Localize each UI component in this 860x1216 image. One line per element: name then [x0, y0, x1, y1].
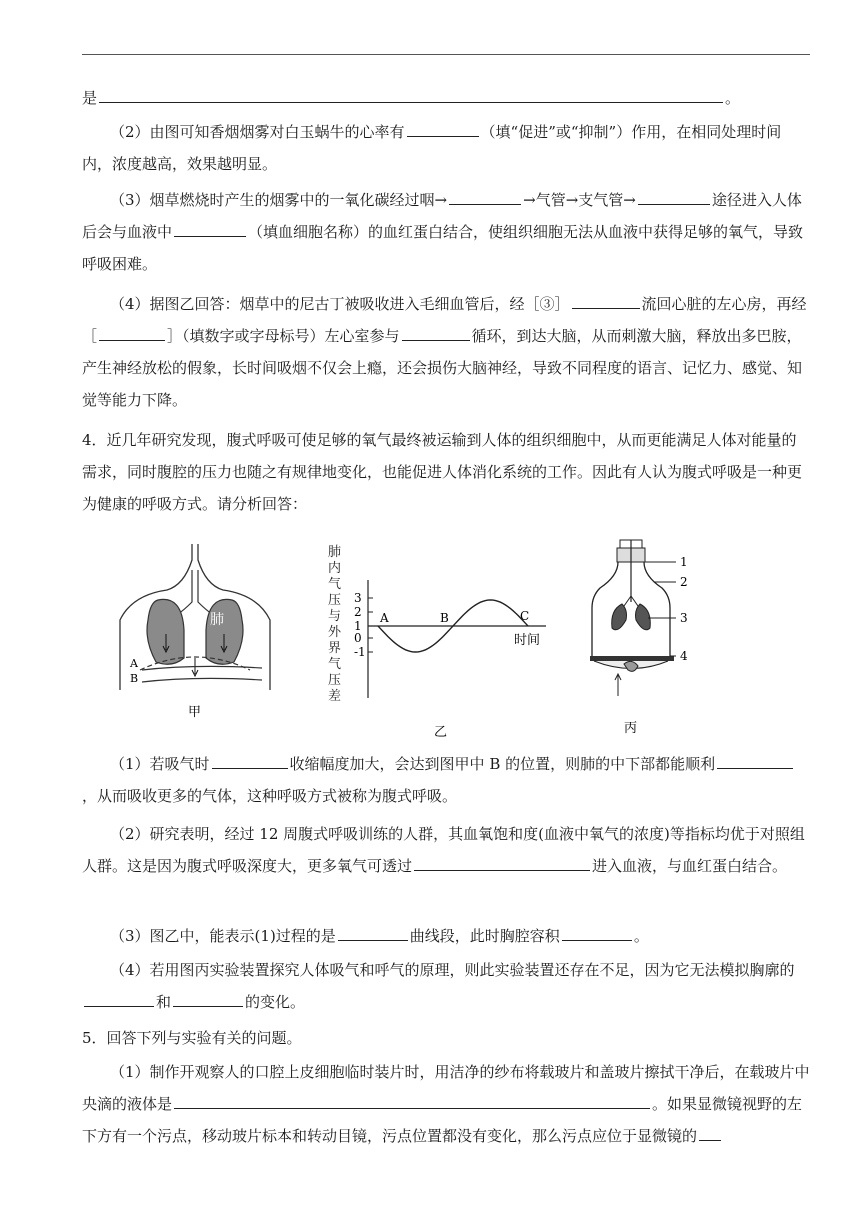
label-2: 2 [680, 575, 688, 589]
ylabel-char: 气 [328, 657, 342, 672]
label-1: 1 [680, 555, 688, 569]
text: 收缩幅度加大，会达到图甲中 B 的位置，则肺的中下部都能顺利 [289, 755, 716, 773]
text: 途径进入人体后会与血液中 [82, 191, 802, 241]
answer-blank[interactable] [449, 190, 521, 205]
text: ］（填数字或字母标号）左心室参与 [167, 327, 400, 345]
q4-sub1 [82, 748, 810, 812]
text: 循环，到达大脑，从而刺激大脑，释放出多巴胺，产生神经放松的假象，长时间吸烟不仅会上瘾，还会损伤大脑神经，导致不同程度的语言、记忆力、感觉、知觉等能力下降。 [82, 327, 803, 409]
answer-blank[interactable] [84, 992, 154, 1007]
q5-sub1 [82, 1056, 810, 1152]
figure-caption: 乙 [434, 725, 448, 740]
label-3: 3 [680, 611, 688, 625]
y-tick-label: 2 [354, 605, 362, 619]
text: 是 [82, 89, 98, 107]
figure-bing [588, 536, 718, 736]
q4-sub4 [82, 954, 810, 1018]
answer-blank[interactable] [572, 294, 640, 309]
ylabel-char: 与 [328, 609, 342, 624]
text: （1）制作开观察人的口腔上皮细胞临时装片时，用洁净的纱布将载玻片和盖玻片擦拭干净后，在载玻片中央滴的液体是 [82, 1063, 810, 1113]
point-b: B [440, 611, 449, 625]
text: 和 [156, 993, 172, 1011]
text: （3）烟草燃烧时产生的烟雾中的一氧化碳经过咽→ [110, 191, 448, 209]
label-4: 4 [680, 649, 688, 663]
figure-caption: 甲 [188, 705, 202, 720]
y-axis-label [328, 544, 342, 704]
y-tick-label: 1 [354, 619, 362, 633]
q4-intro: 4．近几年研究发现，腹式呼吸可使足够的氧气最终被运输到人体的组织细胞中，从而更能满足人体对能量的需求，同时腹腔的压力也随之有规律地变化，也能促进人体消化系统的工作。因此有人认为腹式呼吸是一种更为健康的呼吸方式。请分析回答： [82, 431, 803, 513]
text: （4）若用图丙实验装置探究人体吸气和呼气的原理，则此实验装置还存在不足，因为它无法模拟胸廓的 [110, 961, 795, 979]
text: ，从而吸收更多的气体，这种呼吸方式被称为腹式呼吸。 [82, 787, 458, 805]
q4-sub3 [82, 920, 810, 952]
text: 。如果显微镜视野的左下方有一个污点，移动玻片标本和转动目镜，污点位置都没有变化，那么污点应位于显微镜的 [82, 1095, 803, 1145]
lung-label: 肺 [210, 612, 224, 628]
ylabel-char: 内 [328, 561, 342, 576]
text: （4）据图乙回答：烟草中的尼古丁被吸收进入毛细血管后，经［③］ [110, 295, 570, 313]
answer-blank[interactable] [173, 992, 243, 1007]
q3-sub3 [82, 184, 810, 280]
figure-jia [112, 540, 292, 730]
text: 流回心脏的左心房，再经［ [82, 295, 807, 345]
text: （填“促进”或“抑制”）作用，在相同处理时间内，浓度越高，效果越明显。 [82, 123, 782, 173]
y-tick-label: 0 [354, 631, 362, 645]
figure-yi [322, 540, 558, 740]
answer-blank[interactable] [212, 754, 288, 769]
answer-blank[interactable] [338, 926, 408, 941]
header-rule [82, 54, 810, 55]
text: 。 [725, 89, 741, 107]
text: 的变化。 [245, 993, 306, 1011]
answer-blank[interactable] [407, 122, 479, 137]
ylabel-char: 肺 [328, 545, 342, 560]
figure-caption: 丙 [624, 721, 638, 736]
ylabel-char: 气 [328, 577, 342, 592]
answer-blank[interactable] [99, 88, 723, 103]
y-tick-label: -1 [354, 645, 366, 659]
answer-blank[interactable] [99, 326, 165, 341]
ylabel-char: 差 [328, 689, 342, 704]
point-c: C [520, 609, 530, 623]
text: （2）由图可知香烟烟雾对白玉蜗牛的心率有 [110, 123, 405, 141]
text: （2）研究表明，经过 12 周腹式呼吸训练的人群，其血氧饱和度(血液中氧气的浓度)等指标均优于对照组人群。这是因为腹式呼吸深度大，更多氧气可透过 [82, 825, 805, 875]
label-a: A [130, 657, 138, 670]
q3-sub2 [82, 116, 810, 180]
point-a: A [380, 611, 389, 625]
ylabel-char: 压 [328, 593, 342, 608]
answer-blank[interactable] [174, 222, 246, 237]
text: 曲线段，此时胸腔容积 [409, 927, 560, 945]
ylabel-char: 界 [328, 641, 342, 656]
answer-blank[interactable] [717, 754, 793, 769]
label-b: B [130, 672, 139, 685]
text: →气管→支气管→ [523, 191, 636, 209]
y-ticks [354, 591, 373, 659]
ylabel-char: 外 [328, 625, 342, 640]
text: （填血细胞名称）的血红蛋白结合，使组织细胞无法从血液中获得足够的氧气，导致呼吸困难。 [82, 223, 804, 273]
q5-intro: 5．回答下列与实验有关的问题。 [82, 1029, 302, 1047]
answer-blank[interactable] [638, 190, 710, 205]
answer-blank[interactable] [402, 326, 470, 341]
answer-blank[interactable] [414, 856, 590, 871]
y-tick-label: 3 [354, 591, 362, 605]
answer-blank[interactable] [699, 1126, 721, 1141]
text: 。 [633, 927, 649, 945]
text: （1）若吸气时 [110, 755, 210, 773]
x-axis-label: 时间 [514, 633, 541, 648]
text: （3）图乙中，能表示(1)过程的是 [110, 927, 336, 945]
q4-sub2 [82, 818, 810, 882]
text: 进入血液，与血红蛋白结合。 [592, 857, 788, 875]
continued-line [82, 82, 810, 114]
ylabel-char: 压 [328, 673, 342, 688]
answer-blank[interactable] [562, 926, 632, 941]
q3-sub4 [82, 288, 810, 416]
answer-blank[interactable] [174, 1094, 650, 1109]
